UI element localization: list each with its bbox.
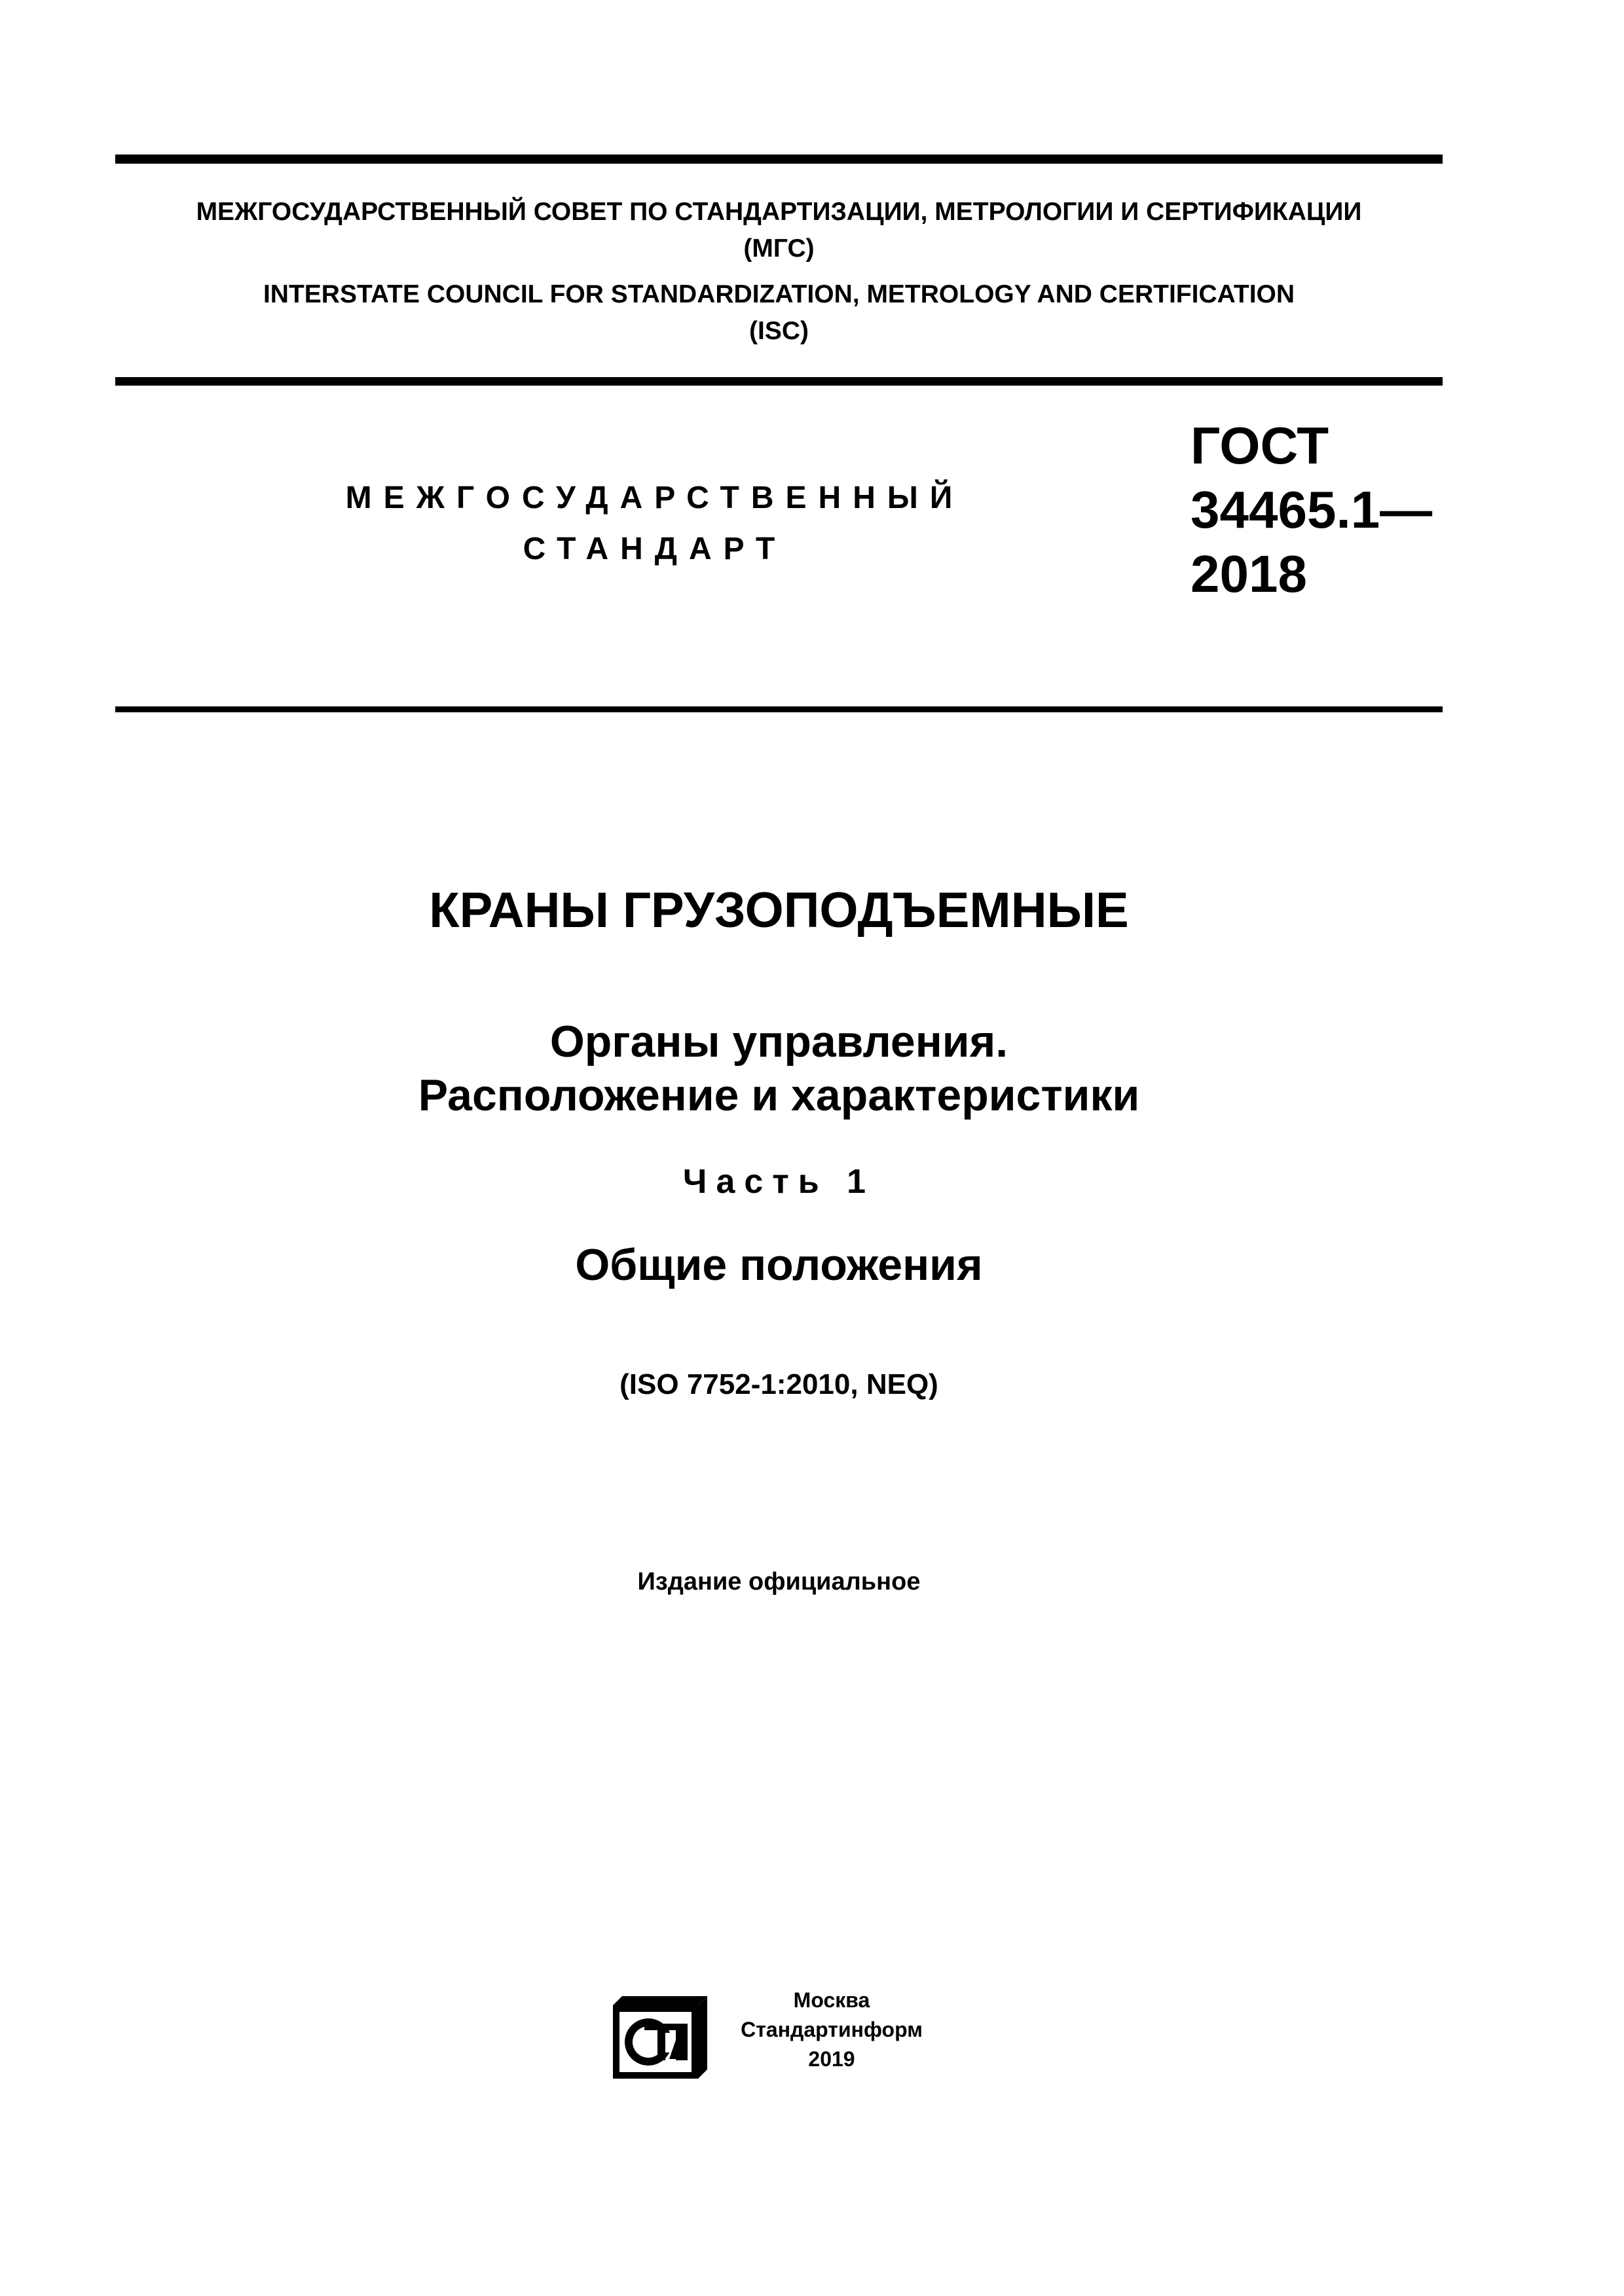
publisher-year: 2019 [808, 2047, 855, 2071]
header-bottom-rule [115, 706, 1443, 712]
standard-designation [1190, 414, 1432, 606]
standard-type-line1: МЕЖГОСУДАРСТВЕННЫЙ [345, 481, 965, 515]
council-abbr-ru: (МГС) [743, 234, 815, 263]
council-name-ru-line: МЕЖГОСУДАРСТВЕННЫЙ СОВЕТ ПО СТАНДАРТИЗАЦИИ, МЕТРОЛОГИИ И СЕРТИФИКАЦИИ [196, 198, 1362, 226]
edition-note: Издание официальное [637, 1568, 921, 1595]
designation-year: 2018 [1190, 545, 1307, 603]
document-title: КРАНЫ ГРУЗОПОДЪЕМНЫЕ [429, 883, 1129, 938]
council-name-en-line: INTERSTATE COUNCIL FOR STANDARDIZATION, METROLOGY AND CERTIFICATION [263, 280, 1295, 308]
publisher-text [720, 1986, 943, 2074]
publisher-city: Москва [793, 1988, 870, 2012]
council-bottom-rule [115, 377, 1443, 386]
top-rule [115, 155, 1443, 164]
council-abbr-en: (ISC) [749, 317, 809, 345]
document-subtitle [115, 1015, 1443, 1122]
standartinform-logo-icon [610, 1994, 709, 2081]
designation-prefix: ГОСТ [1190, 416, 1329, 475]
publisher-block [610, 1986, 951, 2084]
iso-reference: (ISO 7752-1:2010, NEQ) [619, 1368, 938, 1400]
publisher-name: Стандартинформ [741, 2018, 923, 2041]
part-number: Часть 1 [682, 1163, 876, 1201]
council-name-en [115, 276, 1443, 350]
subtitle-line2: Расположение и характеристики [418, 1070, 1140, 1120]
part-title: Общие положения [575, 1240, 983, 1290]
standard-type [275, 473, 1035, 575]
designation-number: 34465.1— [1190, 481, 1433, 539]
council-name-ru [115, 194, 1443, 267]
subtitle-line1: Органы управления. [549, 1017, 1008, 1066]
standard-type-line2: СТАНДАРТ [523, 532, 787, 566]
